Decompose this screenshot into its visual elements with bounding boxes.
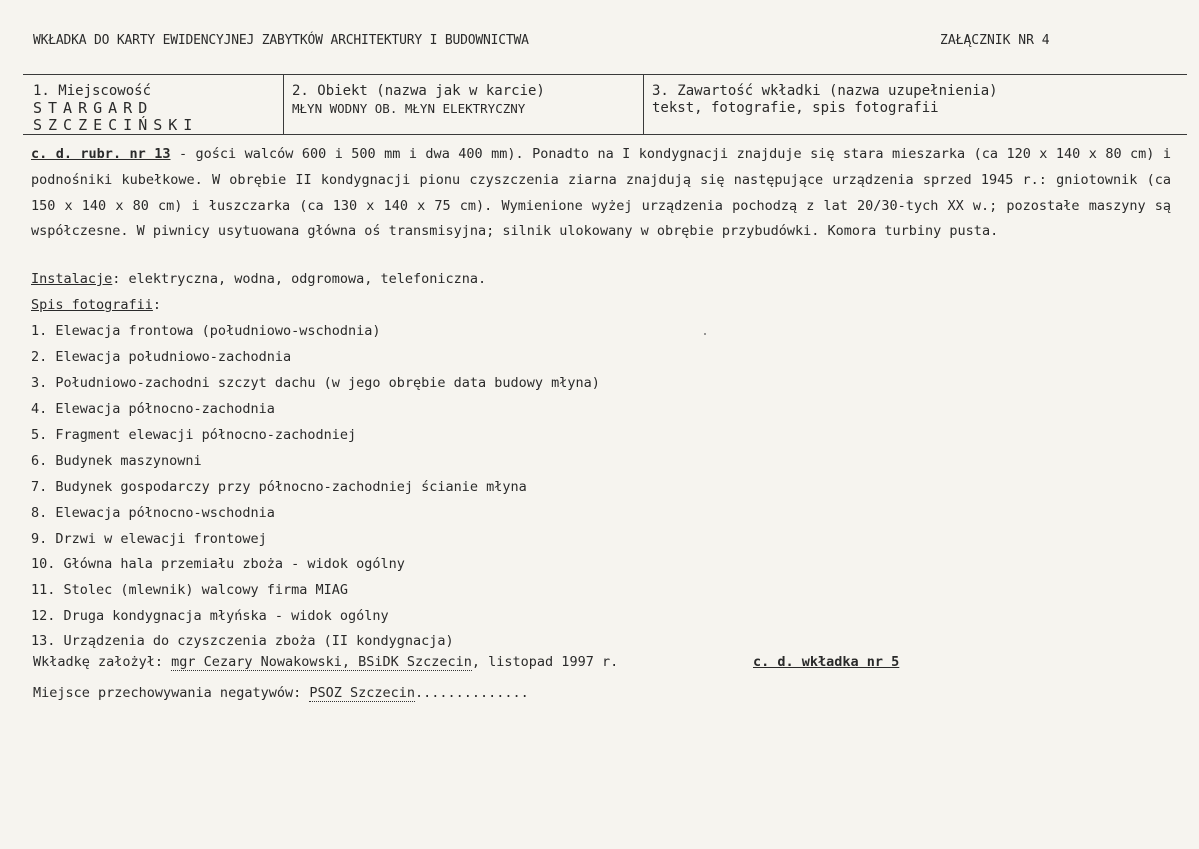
object-column: [292, 83, 545, 117]
photos-label: Spis fotografii: [31, 297, 153, 313]
negatives-value: PSOZ Szczecin: [309, 685, 416, 701]
description-paragraph: [31, 142, 1171, 245]
negatives-dots: ..............: [415, 685, 529, 701]
column-divider: [643, 75, 644, 134]
column-divider: [283, 75, 284, 134]
installations-value: : elektryczna, wodna, odgromowa, telefoniczna.: [112, 271, 487, 287]
continued-insert-label: c. d. wkładka nr 5: [753, 654, 900, 670]
photos-heading: Spis fotografii:: [31, 297, 162, 313]
photo-list-item: 4. Elewacja północno-zachodnia: [31, 401, 275, 417]
photo-list-item: 2. Elewacja południowo-zachodnia: [31, 349, 292, 365]
photo-list-item: 6. Budynek maszynowni: [31, 453, 202, 469]
founded-label: Wkładkę założył:: [33, 654, 172, 670]
negatives-line: [33, 685, 529, 701]
description-text: - gości walców 600 i 500 mm i dwa 400 mm). Ponadto na I kondygnacji znajduje się stara mieszarka (ca 120 x 140 x 80 cm) i podnośniki kubełkowe. W obrębie II kondygnacji pionu czyszczenia ziarna znajdują się następujące urządzenia sprzed 1945 r.: gniotownik (ca 150 x 140 x 80 cm) i łuszczarka (ca 130 x 140 x 75 cm). Wymienione wyżej urządzenia pochodzą z lat 20/30-tych XX w.; pozostałe maszyny są współczesne. W piwnicy usytuowana główna oś transmisyjna; silnik ulokowany w obrębie przybudówki. Komora turbiny pusta.: [31, 146, 1172, 240]
installations-line: [31, 271, 486, 287]
locality-value-line2: SZCZECIŃSKI: [33, 116, 199, 134]
photo-list-item: 13. Urządzenia do czyszczenia zboża (II kondygnacja): [31, 633, 454, 649]
paper-speck: [704, 333, 706, 335]
bottom-rule: [23, 134, 1187, 135]
photo-list-item: 12. Druga kondygnacja młyńska - widok ogólny: [31, 608, 389, 624]
locality-label: 1. Miejscowość: [33, 83, 152, 99]
photo-list-item: 7. Budynek gospodarczy przy północno-zachodniej ścianie młyna: [31, 479, 527, 495]
photo-list-item: 8. Elewacja północno-wschodnia: [31, 505, 275, 521]
installations-label: Instalacje: [31, 271, 113, 287]
negatives-label: Miejsce przechowywania negatywów:: [33, 685, 310, 701]
founded-rest: , listopad 1997 r.: [471, 654, 619, 670]
photo-list-item: 9. Drzwi w elewacji frontowej: [31, 531, 267, 547]
annex-number: ZAŁĄCZNIK NR 4: [940, 33, 1050, 48]
photo-list-item: 10. Główna hala przemiału zboża - widok ogólny: [31, 556, 405, 572]
top-rule: [23, 74, 1187, 75]
locality-column: [33, 83, 198, 134]
continuation-label: c. d. rubr. nr 13: [31, 146, 171, 162]
locality-value-line1: STARGARD: [33, 99, 154, 117]
photo-list-item: 5. Fragment elewacji północno-zachodniej: [31, 427, 357, 443]
contents-column: [652, 83, 998, 117]
object-value: MŁYN WODNY OB. MŁYN ELEKTRYCZNY: [292, 101, 526, 116]
founded-value: mgr Cezary Nowakowski, BSiDK Szczecin: [171, 654, 472, 670]
object-label: 2. Obiekt (nazwa jak w karcie): [292, 83, 545, 99]
photo-list-item: 3. Południowo-zachodni szczyt dachu (w jego obrębie data budowy młyna): [31, 375, 600, 391]
founded-by-line: [33, 654, 618, 670]
contents-value: tekst, fotografie, spis fotografii: [652, 100, 939, 116]
photo-list-item: 11. Stolec (mlewnik) walcowy firma MIAG: [31, 582, 348, 598]
photo-list-item: 1. Elewacja frontowa (południowo-wschodnia): [31, 323, 381, 339]
contents-label: 3. Zawartość wkładki (nazwa uzupełnienia): [652, 83, 998, 99]
form-title: WKŁADKA DO KARTY EWIDENCYJNEJ ZABYTKÓW ARCHITEKTURY I BUDOWNICTWA: [33, 33, 529, 48]
